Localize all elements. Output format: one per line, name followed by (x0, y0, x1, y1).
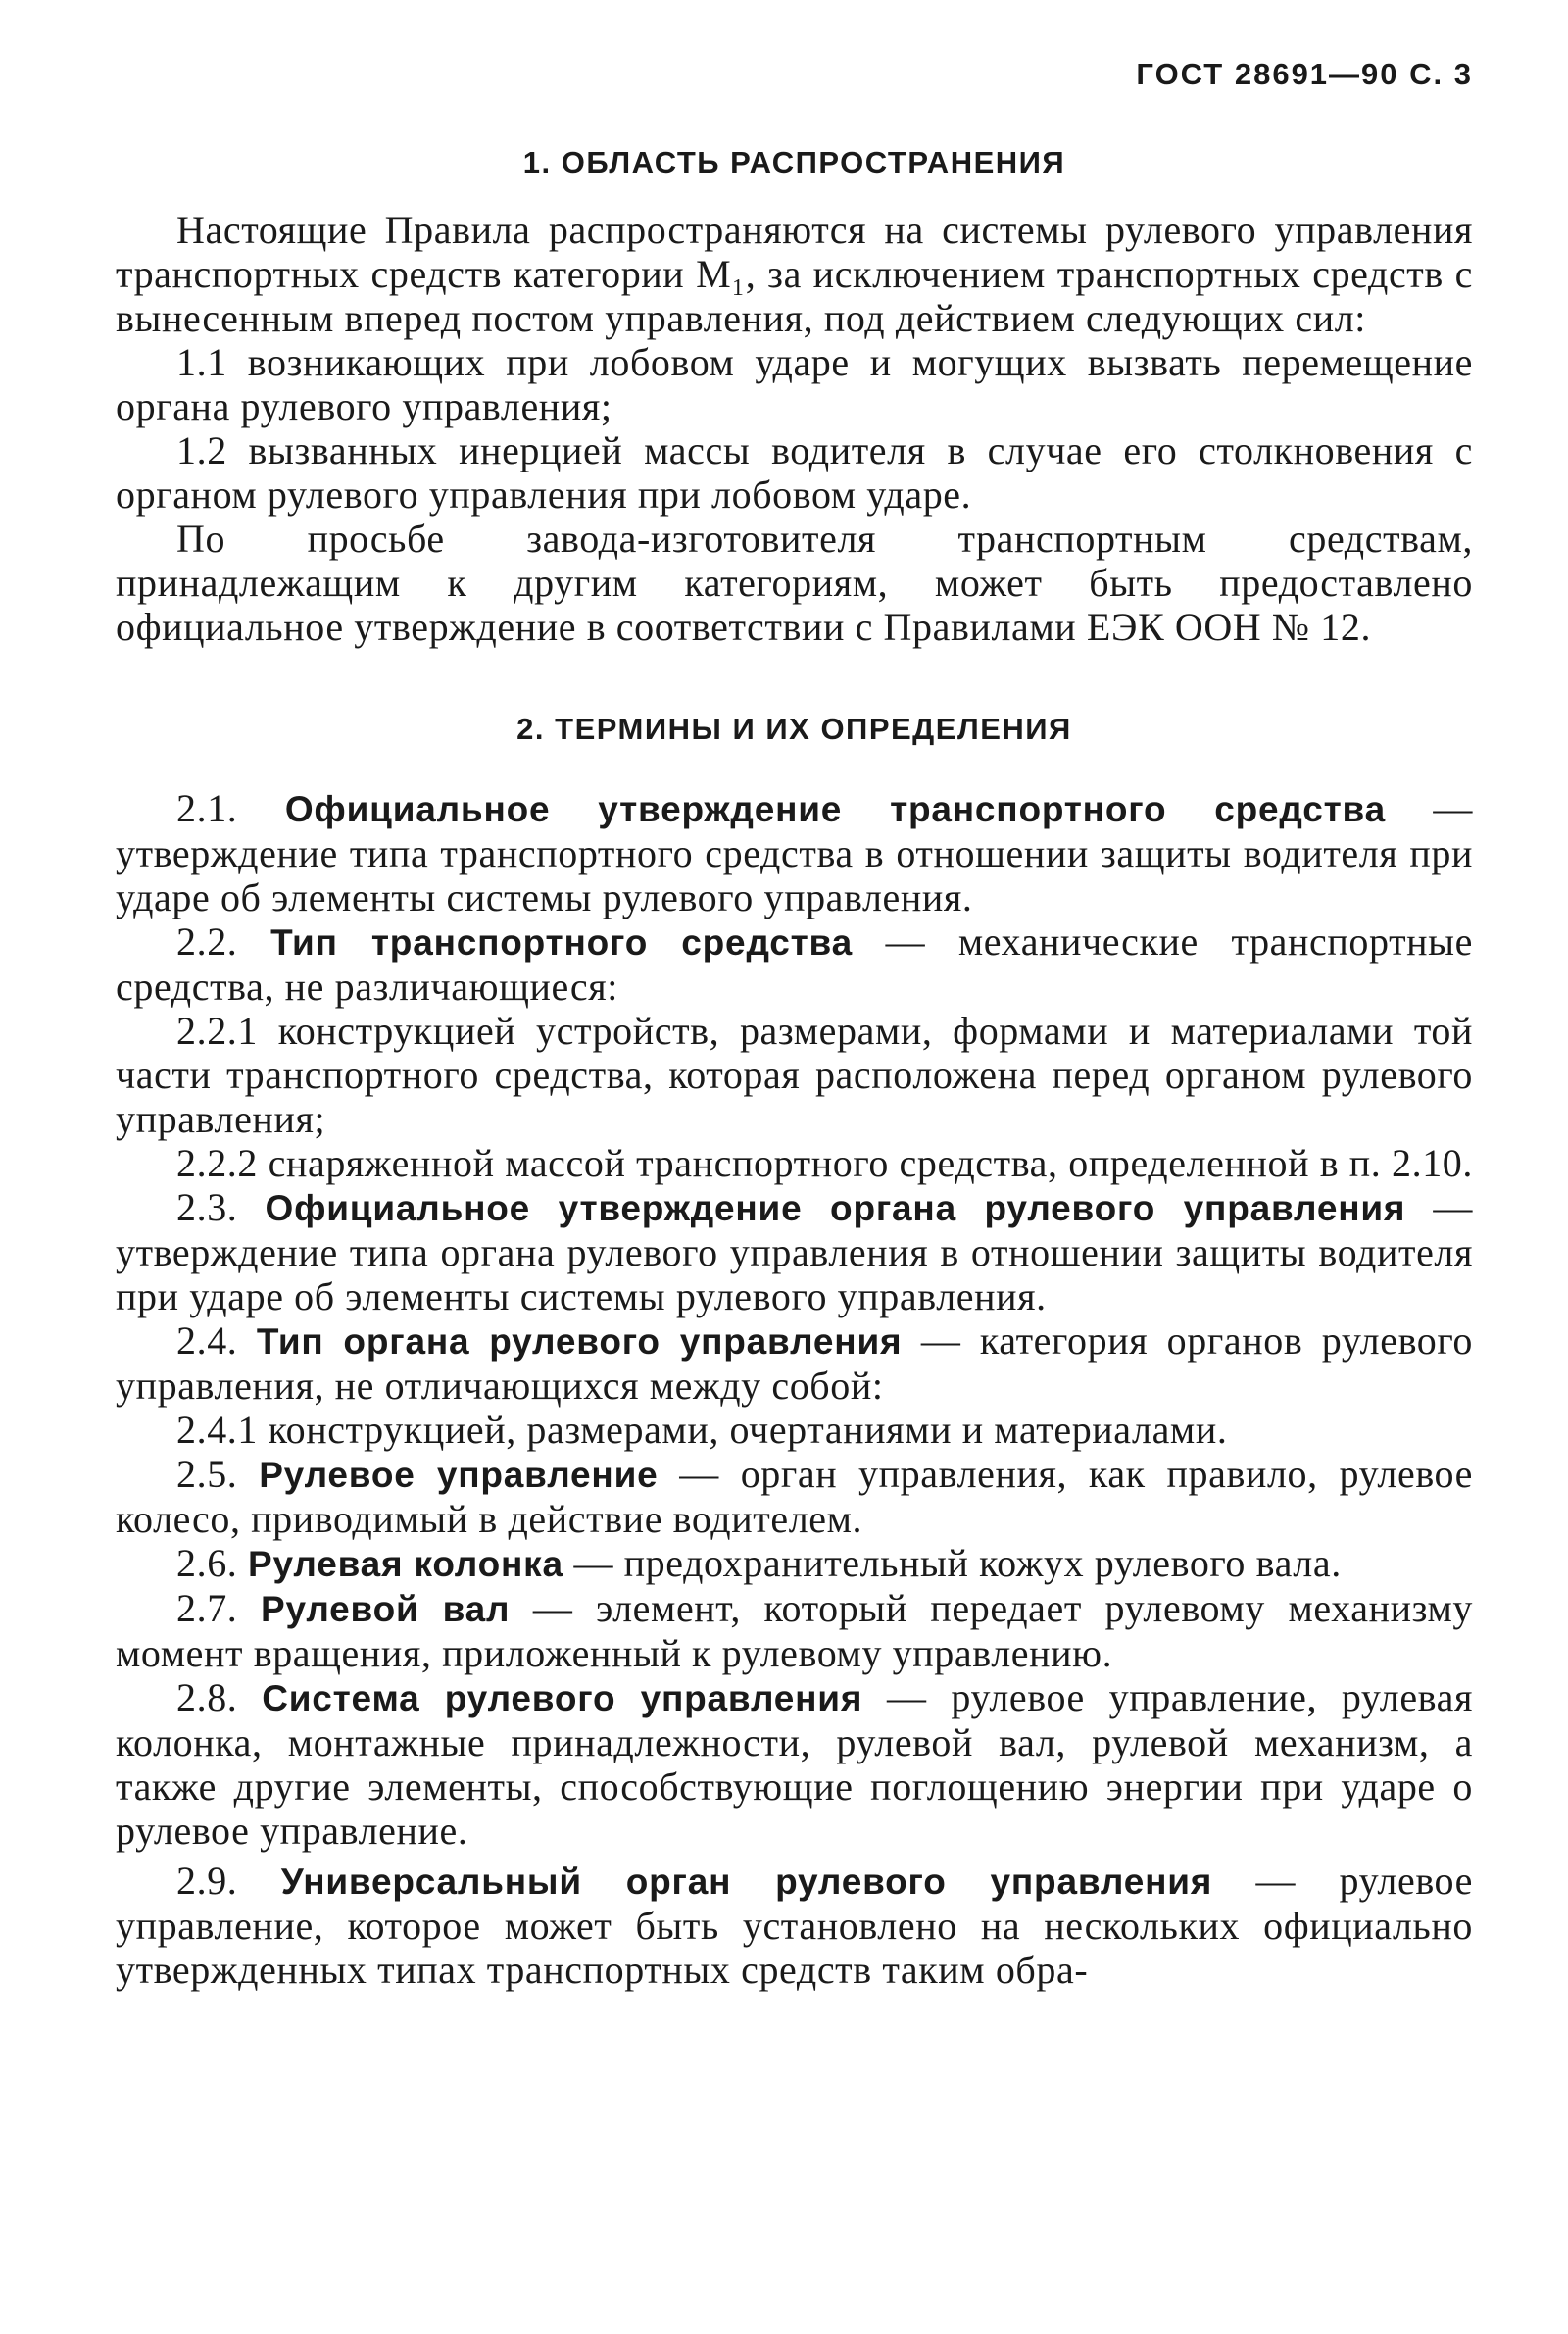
definition-text: конструкцией, размерами, очертаниями и материалами. (258, 1408, 1228, 1452)
item-number: 2.5. (176, 1452, 238, 1496)
definition-item (116, 1675, 1473, 1853)
definition-item (116, 1541, 1473, 1586)
term: Система рулевого управления (262, 1678, 863, 1718)
definition-text: — механические транспортные средства, не различающиеся: (116, 919, 1473, 1009)
paragraph: 1.1 возникающих при лобовом ударе и могущих вызвать перемещение органа рулевого управления; (116, 340, 1473, 428)
item-number: 2.7. (176, 1586, 238, 1630)
definition-text: — категория органов рулевого управления, не отличающихся между собой: (116, 1318, 1473, 1408)
definition-text: — орган управления, как правило, рулевое колесо, приводимый в действие водителем. (116, 1452, 1474, 1541)
definition-item (116, 1009, 1473, 1141)
term: Рулевое управление (259, 1455, 659, 1495)
definition-item (116, 1452, 1473, 1541)
definition-text: — рулевое управление, рулевая колонка, монтажные принадлежности, рулевой вал, рулевой механизм, а также другие элементы, способствующие поглощению энергии при ударе о рулевое управление. (116, 1675, 1473, 1853)
definition-text: — предохранительный кожух рулевого вала. (563, 1541, 1342, 1585)
paragraph: По просьбе завода-изготовителя транспортным средствам, принадлежащим к другим категориям, может быть предоставлено официальное утверждение в соответствии с Правилами ЕЭК ООН № 12. (116, 517, 1473, 649)
definition-text: — утверждение типа органа рулевого управления в отношении защиты водителя при ударе об элементы системы рулевого управления. (116, 1185, 1473, 1318)
definition-text: — рулевое управление, которое может быть установлено на нескольких официально утвержденных типах транспортных средств таким обра- (116, 1859, 1473, 1992)
definition-item (116, 786, 1473, 919)
section-2-title: 2. ТЕРМИНЫ И ИХ ОПРЕДЕЛЕНИЯ (516, 712, 1072, 746)
term: Тип органа рулевого управления (256, 1321, 903, 1362)
paragraph: Настоящие Правила распространяются на системы рулевого управления транспортных средств категории M₁, за исключением транспортных средств с вынесенным вперед постом управления, под действием следующих сил: (116, 208, 1473, 340)
definition-text: — элемент, который передает рулевому механизму момент вращения, приложенный к рулевому управлению. (116, 1586, 1473, 1675)
item-number: 2.6. (176, 1541, 238, 1585)
item-number: 2.1. (176, 786, 238, 830)
item-number: 2.4.1 (176, 1408, 258, 1452)
page-header: ГОСТ 28691—90 С. 3 (1136, 57, 1473, 91)
term: Официальное утверждение транспортного средства (284, 789, 1386, 829)
definition-item (116, 1318, 1473, 1408)
section-1-body (116, 208, 1473, 649)
definition-item (116, 1185, 1473, 1318)
item-number: 2.9. (176, 1859, 238, 1903)
item-number: 2.2.1 (176, 1009, 258, 1053)
item-number: 2.3. (176, 1185, 238, 1229)
term: Официальное утверждение органа рулевого управления (265, 1188, 1406, 1228)
section-2-body (116, 786, 1473, 1992)
item-number: 2.2.2 (176, 1141, 258, 1185)
definition-text: снаряженной массой транспортного средства, определенной в п. 2.10. (258, 1141, 1474, 1185)
section-1-title: 1. ОБЛАСТЬ РАСПРОСТРАНЕНИЯ (522, 145, 1066, 179)
definition-text: — утверждение типа транспортного средства в отношении защиты водителя при ударе об элементы системы рулевого управления. (116, 786, 1474, 919)
paragraph: 1.2 вызванных инерцией массы водителя в случае его столкновения с органом рулевого управления при лобовом ударе. (116, 428, 1473, 517)
definition-item (116, 1586, 1473, 1675)
term: Рулевая колонка (248, 1544, 564, 1584)
definition-item (116, 919, 1473, 1009)
item-number: 2.4. (176, 1318, 238, 1363)
term: Рулевой вал (260, 1589, 511, 1629)
definition-item (116, 1408, 1473, 1452)
definition-item (116, 1141, 1473, 1185)
term: Универсальный орган рулевого управления (280, 1862, 1213, 1902)
term: Тип транспортного средства (270, 922, 853, 963)
item-number: 2.2. (176, 919, 238, 964)
definition-text: конструкцией устройств, размерами, формами и материалами той части транспортного средства, которая расположена перед органом рулевого управления; (116, 1009, 1473, 1141)
item-number: 2.8. (176, 1675, 238, 1719)
definition-item (116, 1859, 1473, 1992)
document-page (116, 39, 1473, 1992)
